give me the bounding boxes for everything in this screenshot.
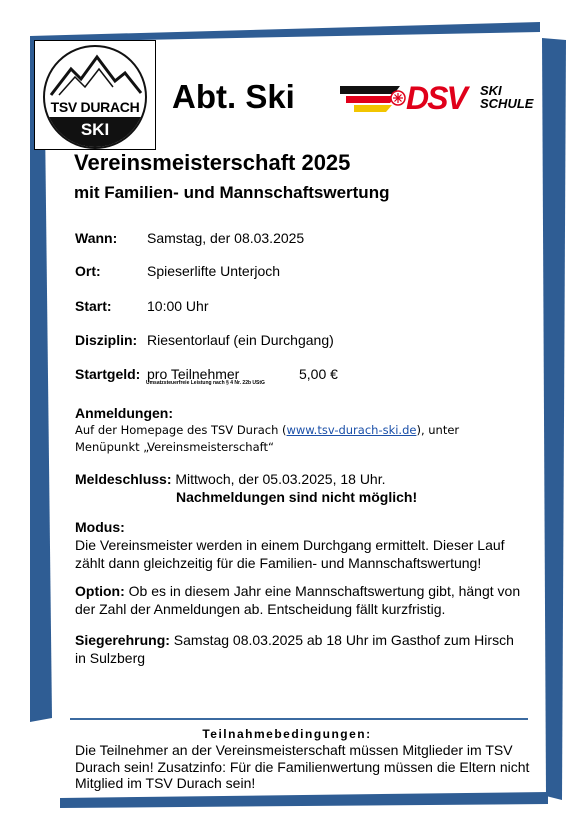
ort-label: Ort: [75,263,101,279]
anmeldungen-text-part1: Auf der Homepage des TSV Durach ( [75,423,287,437]
section-option [75,582,525,618]
dsv-side-ski: SKI [480,83,502,98]
conditions-title: Teilnahmebedingungen: [202,727,372,741]
row-ort [75,263,281,279]
section-anmeldungen [75,404,525,456]
disziplin-value: Riesentorlauf (ein Durchgang) [147,332,334,348]
anmeldungen-text [75,422,525,456]
homepage-link[interactable]: www.tsv-durach-ski.de [286,423,417,437]
start-label: Start: [75,298,112,314]
section-meldeschluss [75,470,525,506]
disziplin-label: Disziplin: [75,332,138,348]
logo-emblem [43,45,147,149]
option-label: Option: [75,583,125,599]
startgeld-amount: 5,00 € [299,366,338,382]
logo-text-ski: SKI [45,117,145,147]
wann-value: Samstag, der 08.03.2025 [147,230,305,246]
anmeldungen-text-part2: ), unter [416,423,460,437]
start-value: 10:00 Uhr [147,298,209,314]
divider [70,718,528,720]
meldeschluss-note: Nachmeldungen sind nicht möglich! [176,489,418,505]
snowflake-icon [390,90,406,106]
option-text: Ob es in diesem Jahr eine Mannschaftswertung gibt, hängt von der Zahl der Anmeldungen ab. Entscheidung fällt kurzfristig. [75,583,521,617]
anmeldungen-label: Anmeldungen: [75,405,173,421]
row-start [75,298,209,314]
section-siegerehrung [75,631,525,667]
department-title: Abt. Ski [172,78,295,115]
section-modus [75,518,525,572]
meldeschluss-label: Meldeschluss: [75,471,172,487]
page-subtitle: mit Familien- und Mannschaftswertung [74,183,390,202]
club-logo [34,40,156,150]
modus-text: Die Vereinsmeister werden in einem Durchgang ermittelt. Dieser Lauf zählt dann gleichzeitig für die Familien- und Mannschaftswertung! [75,537,505,571]
siegerehrung-text: Samstag 08.03.2025 ab 18 Uhr im Gasthof zum Hirsch in Sulzberg [75,632,514,666]
startgeld-value: pro Teilnehmer [147,366,240,382]
row-wann [75,230,305,246]
ort-value: Spieserlifte Unterjoch [147,263,281,279]
modus-label: Modus: [75,519,125,535]
row-startgeld [75,366,240,382]
dsv-text: DSV [406,80,466,116]
page-title: Vereinsmeisterschaft 2025 [74,150,351,175]
row-disziplin [75,332,334,348]
logo-text-club: TSV DURACH [50,99,140,115]
mountain-icon [45,47,145,107]
dsv-side-schule: SCHULE [480,96,534,111]
anmeldungen-text-part3: Menüpunkt „Vereinsmeisterschaft“ [75,440,274,454]
startgeld-label: Startgeld: [75,366,141,382]
tax-note: Umsatzsteuerfreie Leistung nach § 4 Nr. 22b UStG [146,380,265,386]
dsv-skischule-logo [340,80,534,116]
meldeschluss-value: Mittwoch, der 05.03.2025, 18 Uhr. [175,471,386,487]
siegerehrung-label: Siegerehrung: [75,632,170,648]
dsv-side-text [480,84,533,110]
wann-label: Wann: [75,230,118,246]
conditions-text: Die Teilnehmer an der Vereinsmeisterschaft müssen Mitglieder im TSV Durach sein! Zusatzinfo: Für die Familienwertung müssen die Eltern nicht Mitglied im TSV Durach sein! [75,742,530,791]
